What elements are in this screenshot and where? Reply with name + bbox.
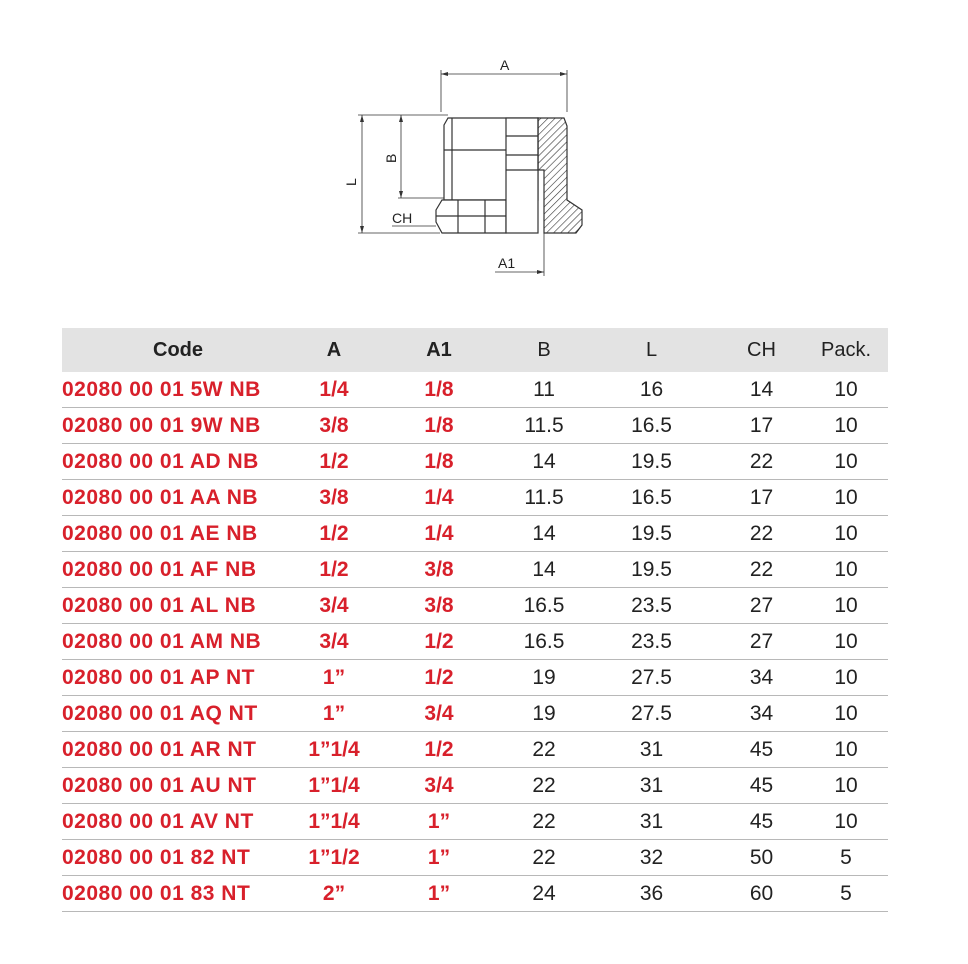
cell-b: 22	[504, 768, 584, 804]
cell-a1: 3/4	[374, 768, 504, 804]
cell-pack: 5	[804, 840, 888, 876]
dimension-a	[441, 57, 567, 112]
cell-l: 27.5	[584, 660, 719, 696]
cell-a1: 1/2	[374, 624, 504, 660]
label-b: B	[383, 153, 399, 163]
cell-pack: 10	[804, 768, 888, 804]
cell-l: 19.5	[584, 516, 719, 552]
cell-l: 19.5	[584, 444, 719, 480]
cell-a: 1”1/4	[294, 732, 374, 768]
header-a: A	[294, 328, 374, 372]
cell-l: 32	[584, 840, 719, 876]
cell-a1: 3/8	[374, 588, 504, 624]
table-row	[62, 516, 888, 552]
table-row	[62, 876, 888, 912]
cell-pack: 10	[804, 660, 888, 696]
cell-code: 02080 00 01 AP NT	[62, 660, 294, 696]
cell-ch: 45	[719, 804, 804, 840]
header-l: L	[584, 328, 719, 372]
table-row	[62, 624, 888, 660]
cell-b: 11	[504, 372, 584, 408]
table-row	[62, 732, 888, 768]
cell-pack: 10	[804, 696, 888, 732]
cell-ch: 17	[719, 408, 804, 444]
header-ch: CH	[719, 328, 804, 372]
cell-code: 02080 00 01 AV NT	[62, 804, 294, 840]
cell-a: 1”	[294, 696, 374, 732]
technical-drawing	[340, 50, 600, 280]
cell-l: 16.5	[584, 480, 719, 516]
cell-b: 24	[504, 876, 584, 912]
cell-l: 23.5	[584, 624, 719, 660]
cell-a: 1”1/4	[294, 804, 374, 840]
cell-l: 23.5	[584, 588, 719, 624]
table-row	[62, 840, 888, 876]
cell-b: 11.5	[504, 408, 584, 444]
cell-a: 3/4	[294, 624, 374, 660]
dimension-b	[383, 115, 448, 198]
table-row	[62, 660, 888, 696]
dimension-a1	[495, 230, 544, 276]
cell-b: 14	[504, 444, 584, 480]
table-row	[62, 372, 888, 408]
cell-ch: 34	[719, 696, 804, 732]
cell-b: 14	[504, 552, 584, 588]
cell-pack: 10	[804, 624, 888, 660]
cell-b: 14	[504, 516, 584, 552]
table-row	[62, 804, 888, 840]
cell-a1: 1/2	[374, 660, 504, 696]
cell-a: 3/4	[294, 588, 374, 624]
table-row	[62, 768, 888, 804]
dimension-ch	[392, 210, 436, 226]
cell-l: 16	[584, 372, 719, 408]
cell-a1: 1”	[374, 840, 504, 876]
cell-l: 31	[584, 768, 719, 804]
cell-ch: 17	[719, 480, 804, 516]
cell-a: 1/2	[294, 516, 374, 552]
cell-a: 3/8	[294, 480, 374, 516]
cell-a: 1”	[294, 660, 374, 696]
label-a: A	[500, 57, 510, 73]
cell-code: 02080 00 01 AD NB	[62, 444, 294, 480]
fitting-cross-section	[340, 50, 600, 280]
cell-pack: 10	[804, 444, 888, 480]
cell-code: 02080 00 01 AR NT	[62, 732, 294, 768]
cell-ch: 22	[719, 516, 804, 552]
cell-a1: 1”	[374, 876, 504, 912]
cell-code: 02080 00 01 9W NB	[62, 408, 294, 444]
specification-table	[62, 328, 888, 912]
cell-ch: 45	[719, 732, 804, 768]
cell-a1: 1/4	[374, 480, 504, 516]
cell-pack: 5	[804, 876, 888, 912]
cell-a1: 1/4	[374, 516, 504, 552]
cell-pack: 10	[804, 408, 888, 444]
label-ch: CH	[392, 210, 413, 226]
cell-pack: 10	[804, 516, 888, 552]
cell-pack: 10	[804, 480, 888, 516]
header-pack: Pack.	[804, 328, 888, 372]
cell-a: 1”1/2	[294, 840, 374, 876]
table-row	[62, 696, 888, 732]
cell-code: 02080 00 01 AQ NT	[62, 696, 294, 732]
cell-l: 31	[584, 804, 719, 840]
cell-l: 27.5	[584, 696, 719, 732]
cell-a: 1”1/4	[294, 768, 374, 804]
cell-l: 36	[584, 876, 719, 912]
cell-ch: 34	[719, 660, 804, 696]
cell-a1: 1/8	[374, 444, 504, 480]
cell-l: 31	[584, 732, 719, 768]
cell-code: 02080 00 01 AL NB	[62, 588, 294, 624]
cell-code: 02080 00 01 5W NB	[62, 372, 294, 408]
table-row	[62, 444, 888, 480]
cell-a: 1/2	[294, 552, 374, 588]
cell-pack: 10	[804, 732, 888, 768]
cell-code: 02080 00 01 AF NB	[62, 552, 294, 588]
cell-b: 22	[504, 804, 584, 840]
cell-a1: 1/8	[374, 372, 504, 408]
cell-pack: 10	[804, 552, 888, 588]
cell-a1: 1/8	[374, 408, 504, 444]
table-row	[62, 480, 888, 516]
table-row	[62, 552, 888, 588]
hatched-section	[538, 118, 582, 233]
cell-b: 16.5	[504, 588, 584, 624]
cell-b: 19	[504, 696, 584, 732]
cell-b: 22	[504, 840, 584, 876]
cell-a1: 1”	[374, 804, 504, 840]
cell-a1: 3/8	[374, 552, 504, 588]
cell-ch: 27	[719, 624, 804, 660]
header-a1: A1	[374, 328, 504, 372]
cell-code: 02080 00 01 82 NT	[62, 840, 294, 876]
cell-pack: 10	[804, 372, 888, 408]
cell-ch: 50	[719, 840, 804, 876]
cell-a: 2”	[294, 876, 374, 912]
cell-l: 16.5	[584, 408, 719, 444]
cell-a: 1/2	[294, 444, 374, 480]
cell-a1: 1/2	[374, 732, 504, 768]
table-header-row	[62, 328, 888, 372]
cell-code: 02080 00 01 AU NT	[62, 768, 294, 804]
table-row	[62, 408, 888, 444]
cell-a: 1/4	[294, 372, 374, 408]
cell-a1: 3/4	[374, 696, 504, 732]
table-body	[62, 372, 888, 912]
table-row	[62, 588, 888, 624]
cell-ch: 14	[719, 372, 804, 408]
label-l: L	[343, 178, 359, 186]
cell-b: 16.5	[504, 624, 584, 660]
cell-ch: 27	[719, 588, 804, 624]
cell-code: 02080 00 01 AM NB	[62, 624, 294, 660]
cell-l: 19.5	[584, 552, 719, 588]
cell-ch: 22	[719, 444, 804, 480]
cell-ch: 60	[719, 876, 804, 912]
cell-code: 02080 00 01 AA NB	[62, 480, 294, 516]
cell-code: 02080 00 01 83 NT	[62, 876, 294, 912]
cell-b: 11.5	[504, 480, 584, 516]
fitting-body	[436, 118, 538, 233]
cell-b: 22	[504, 732, 584, 768]
cell-pack: 10	[804, 588, 888, 624]
cell-ch: 22	[719, 552, 804, 588]
header-b: B	[504, 328, 584, 372]
cell-ch: 45	[719, 768, 804, 804]
header-code: Code	[62, 328, 294, 372]
cell-pack: 10	[804, 804, 888, 840]
cell-a: 3/8	[294, 408, 374, 444]
cell-b: 19	[504, 660, 584, 696]
cell-code: 02080 00 01 AE NB	[62, 516, 294, 552]
label-a1: A1	[498, 255, 516, 271]
